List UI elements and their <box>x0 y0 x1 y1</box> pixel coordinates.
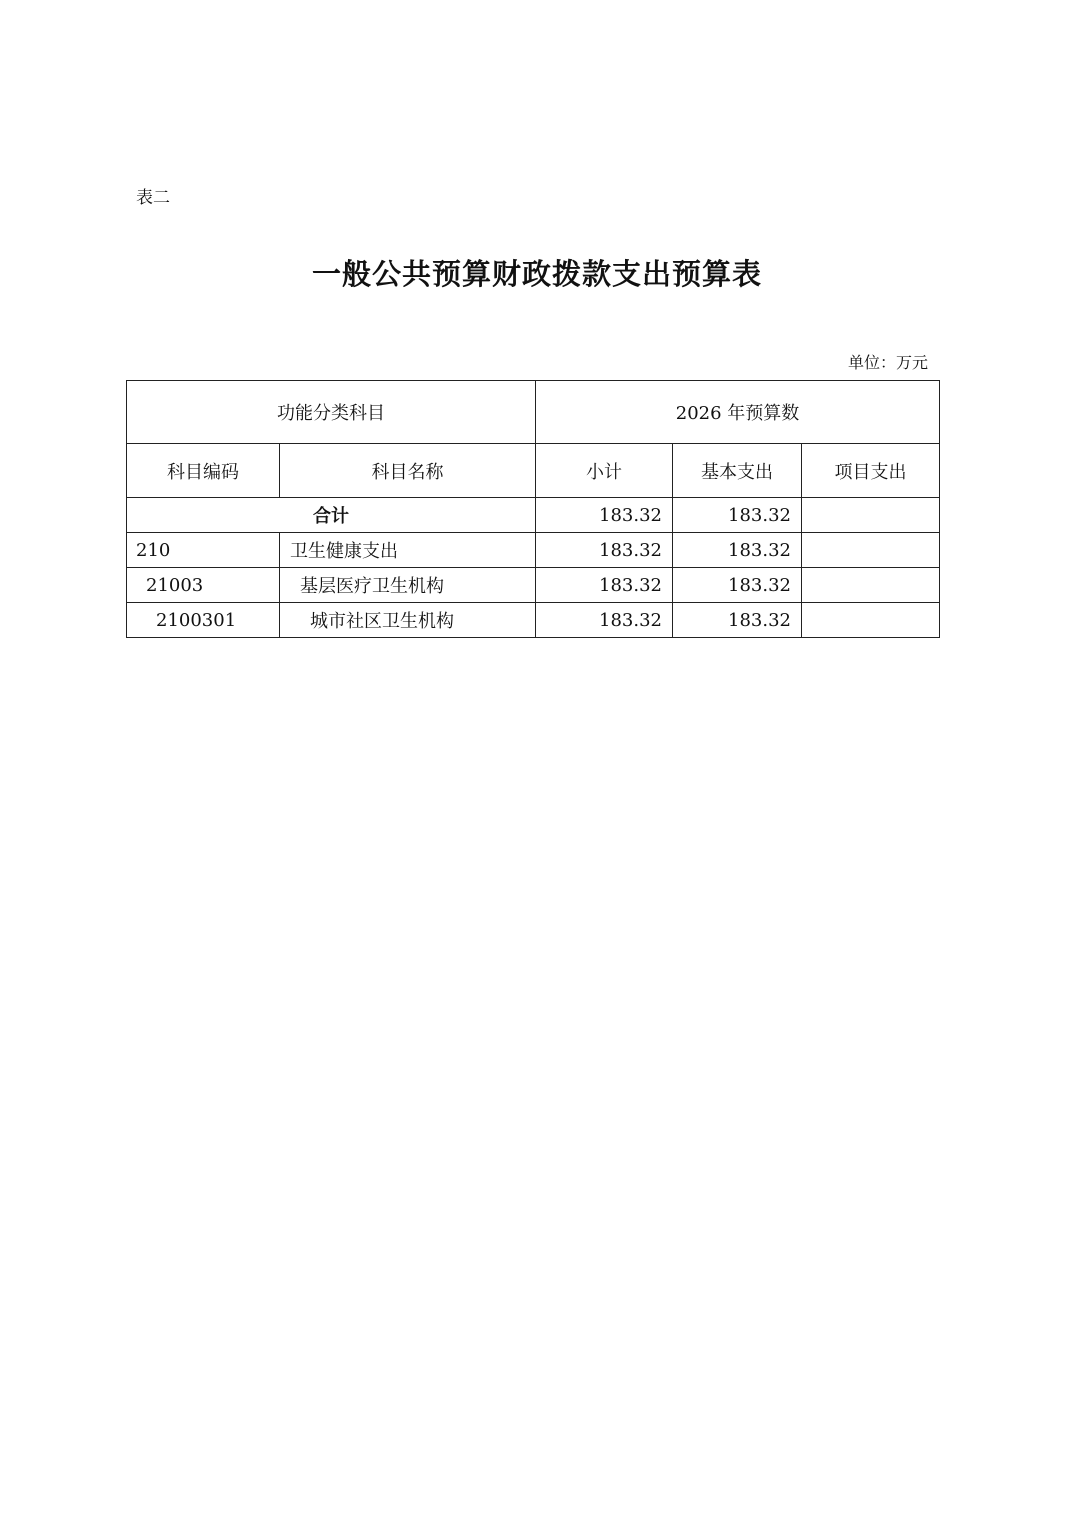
row-subtotal: 183.32 <box>536 533 673 568</box>
page-title: 一般公共预算财政拨款支出预算表 <box>311 257 762 291</box>
row-project <box>802 533 940 568</box>
header-name: 科目名称 <box>280 444 536 498</box>
column-header-row <box>127 444 940 498</box>
table-row <box>127 568 940 603</box>
header-basic: 基本支出 <box>673 444 802 498</box>
header-classification: 功能分类科目 <box>127 381 536 444</box>
total-label: 合计 <box>127 498 536 533</box>
table-row <box>127 533 940 568</box>
group-header-row <box>127 381 940 444</box>
unit-label: 单位：万元 <box>847 353 928 372</box>
header-project: 项目支出 <box>802 444 940 498</box>
header-budget-year: 2026 年预算数 <box>536 381 940 444</box>
header-code: 科目编码 <box>127 444 280 498</box>
total-row <box>127 498 940 533</box>
table-row <box>127 603 940 638</box>
row-name: 卫生健康支出 <box>280 533 536 568</box>
row-name: 城市社区卫生机构 <box>280 603 536 638</box>
total-subtotal: 183.32 <box>536 498 673 533</box>
total-basic: 183.32 <box>673 498 802 533</box>
total-project <box>802 498 940 533</box>
table-label: 表二 <box>136 188 170 208</box>
budget-table <box>126 380 940 638</box>
row-project <box>802 568 940 603</box>
header-subtotal: 小计 <box>536 444 673 498</box>
row-basic: 183.32 <box>673 603 802 638</box>
row-subtotal: 183.32 <box>536 568 673 603</box>
row-basic: 183.32 <box>673 568 802 603</box>
row-project <box>802 603 940 638</box>
row-basic: 183.32 <box>673 533 802 568</box>
row-code: 2100301 <box>127 603 280 638</box>
row-code: 210 <box>127 533 280 568</box>
row-code: 21003 <box>127 568 280 603</box>
row-name: 基层医疗卫生机构 <box>280 568 536 603</box>
row-subtotal: 183.32 <box>536 603 673 638</box>
